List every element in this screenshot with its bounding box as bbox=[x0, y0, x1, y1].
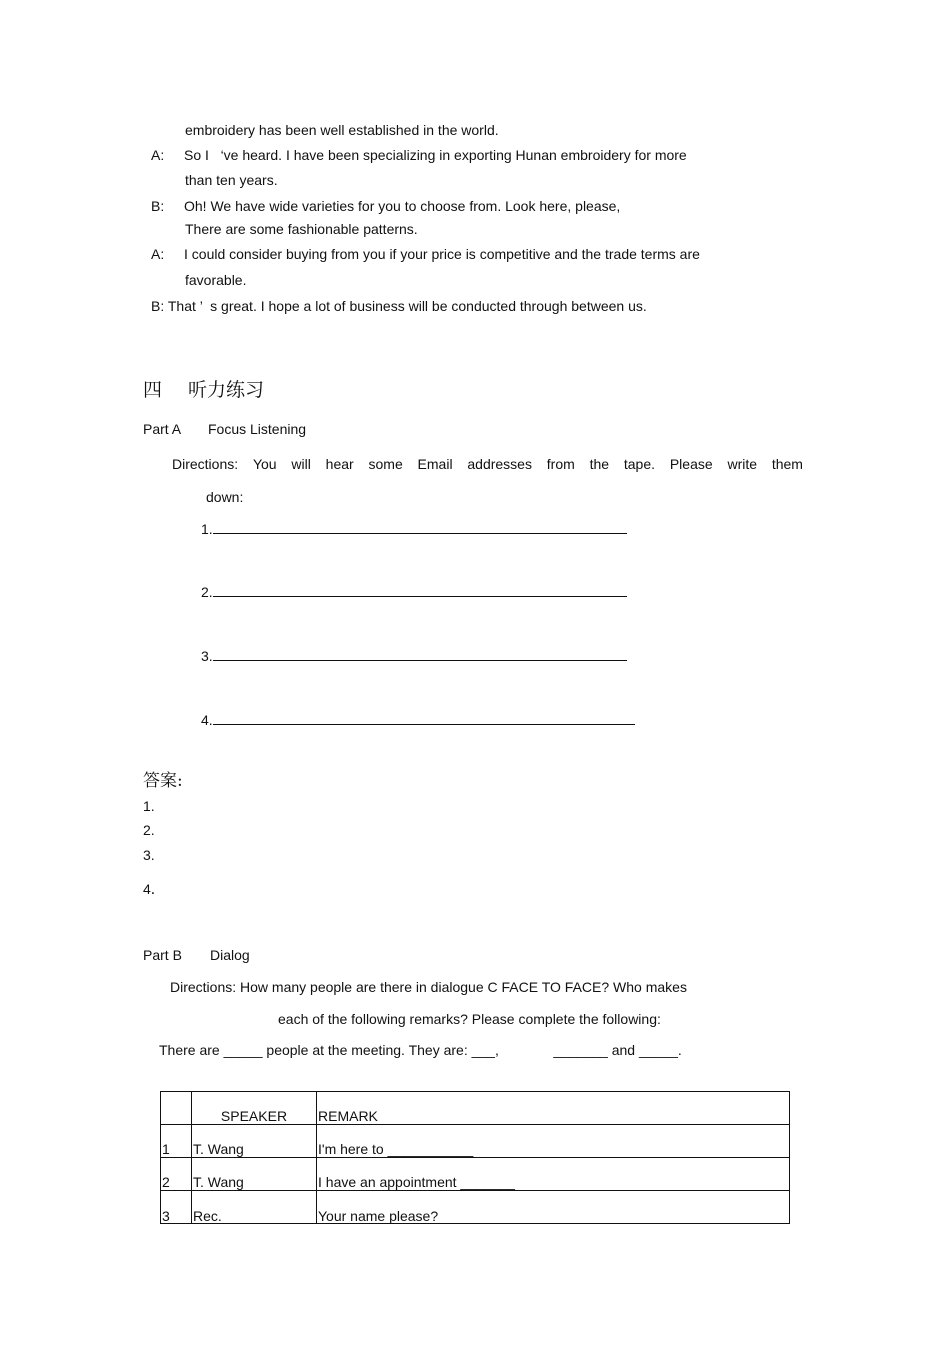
row-num-cell: 3 bbox=[161, 1191, 192, 1224]
dialogue-line-text: B: That ’ s great. I hope a lot of business will be conducted through between us. bbox=[151, 298, 647, 314]
item-number: 3. bbox=[201, 648, 213, 664]
directions-word: write bbox=[727, 456, 758, 472]
table-header-row bbox=[161, 1092, 790, 1125]
directions-word: the bbox=[589, 456, 610, 472]
header-speaker-cell: SPEAKER bbox=[192, 1092, 317, 1125]
row-speaker-cell: T. Wang bbox=[192, 1158, 317, 1191]
answer-number: 1. bbox=[143, 798, 155, 814]
row-remark-cell[interactable]: I have an appointment _______ bbox=[317, 1158, 790, 1191]
answer-blank-line[interactable] bbox=[213, 520, 627, 534]
answer-blank-item[interactable] bbox=[201, 711, 635, 729]
answer-blank-line[interactable] bbox=[213, 711, 635, 725]
dialogue-speaker: A: bbox=[151, 246, 165, 262]
answer-blank-line[interactable] bbox=[213, 647, 627, 661]
part-b-label: Part B bbox=[143, 947, 182, 963]
part-b-directions-line2: each of the following remarks? Please complete the following: bbox=[278, 1011, 661, 1027]
row-remark-cell[interactable]: I'm here to ___________ bbox=[317, 1125, 790, 1158]
item-number: 1. bbox=[201, 521, 213, 537]
row-speaker-cell: Rec. bbox=[192, 1191, 317, 1224]
dialogue-line-text: Oh! We have wide varieties for you to choose from. Look here, please, bbox=[184, 198, 621, 214]
item-number: 4. bbox=[201, 712, 213, 728]
table-row bbox=[161, 1125, 790, 1158]
header-num-cell bbox=[161, 1092, 192, 1125]
directions-word: some bbox=[368, 456, 403, 472]
header-remark-cell: REMARK bbox=[317, 1092, 790, 1125]
directions-word: will bbox=[291, 456, 311, 472]
answer-blank-line[interactable] bbox=[213, 583, 627, 597]
answers-label: 答案: bbox=[143, 771, 183, 791]
directions-word: Email bbox=[417, 456, 453, 472]
row-num-cell: 1 bbox=[161, 1125, 192, 1158]
directions-word: You bbox=[252, 456, 277, 472]
directions-word: them bbox=[771, 456, 803, 472]
dialogue-line-text: favorable. bbox=[185, 272, 247, 288]
directions-word: Directions: bbox=[172, 456, 239, 472]
directions-word: hear bbox=[325, 456, 354, 472]
answer-number: 3. bbox=[143, 847, 155, 863]
section-number: 四 bbox=[143, 379, 163, 401]
dialogue-line-text: than ten years. bbox=[185, 172, 278, 188]
table-row bbox=[161, 1158, 790, 1191]
part-a-directions-end: down: bbox=[206, 489, 244, 505]
part-b-title: Dialog bbox=[210, 947, 250, 963]
item-number: 2. bbox=[201, 584, 213, 600]
answer-number: 4． bbox=[143, 881, 165, 897]
part-a-directions bbox=[172, 455, 803, 473]
row-speaker-cell: T. Wang bbox=[192, 1125, 317, 1158]
directions-word: addresses bbox=[467, 456, 532, 472]
part-b-directions-line1: Directions: How many people are there in dialogue C FACE TO FACE? Who makes bbox=[170, 979, 687, 995]
dialogue-speaker: A: bbox=[151, 147, 165, 163]
row-remark-cell: Your name please? bbox=[317, 1191, 790, 1224]
table-row bbox=[161, 1191, 790, 1224]
dialogue-speaker: B: bbox=[151, 198, 165, 214]
dialogue-line-text: So I ‘ve heard. I have been specializing in exporting Hunan embroidery for more bbox=[184, 147, 687, 163]
meeting-fill-in-line: There are _____ people at the meeting. They are: ___, _______ and _____. bbox=[159, 1042, 682, 1058]
part-a-title: Focus Listening bbox=[208, 421, 307, 437]
directions-word: tape. bbox=[623, 456, 656, 472]
answer-blank-item[interactable] bbox=[201, 647, 627, 665]
directions-word: from bbox=[546, 456, 575, 472]
section-title: 听力练习 bbox=[188, 379, 265, 401]
answer-blank-item[interactable] bbox=[201, 520, 627, 538]
row-num-cell: 2 bbox=[161, 1158, 192, 1191]
answer-number: 2. bbox=[143, 822, 155, 838]
speaker-remark-table bbox=[160, 1091, 790, 1224]
dialogue-line-text: embroidery has been well established in the world. bbox=[185, 122, 499, 138]
dialogue-line-text: I could consider buying from you if your price is competitive and the trade terms are bbox=[184, 246, 700, 262]
dialogue-line-text: There are some fashionable patterns. bbox=[185, 221, 418, 237]
part-a-label: Part A bbox=[143, 421, 182, 437]
answer-blank-item[interactable] bbox=[201, 583, 627, 601]
directions-word: Please bbox=[669, 456, 713, 472]
